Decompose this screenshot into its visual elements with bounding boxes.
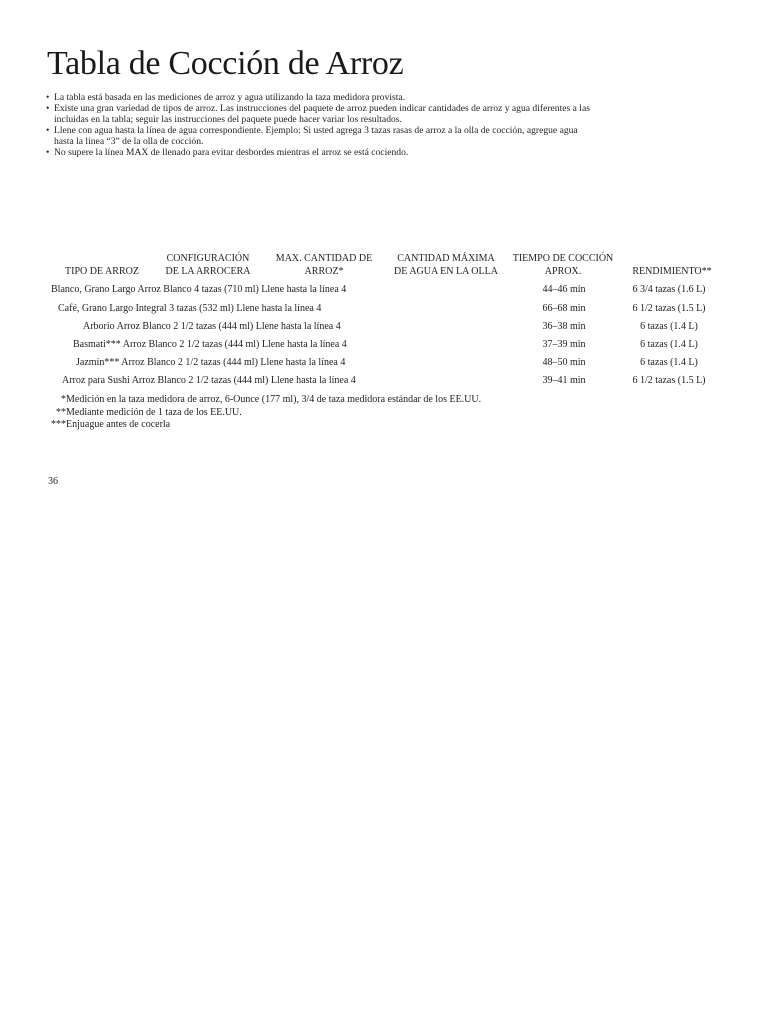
row-yield: 6 tazas (1.4 L) <box>640 339 698 350</box>
header-tipo-line2: TIPO DE ARROZ <box>65 265 139 277</box>
row-description: Jazmín*** Arroz Blanco 2 1/2 tazas (444 ml) Llene hasta la línea 4 <box>76 357 346 368</box>
header-tiempo-line2: APROX. <box>544 265 582 277</box>
header-max-arroz-line2: ARROZ* <box>304 265 344 277</box>
table-row <box>0 303 768 321</box>
header-max-agua <box>384 253 508 278</box>
row-yield: 6 3/4 tazas (1.6 L) <box>632 284 706 295</box>
table-row <box>0 321 768 339</box>
header-rendimiento-line1 <box>612 253 732 266</box>
row-yield: 6 tazas (1.4 L) <box>640 321 698 332</box>
footnotes <box>48 394 481 432</box>
row-time: 36–38 min <box>542 321 586 332</box>
bullet-item <box>46 103 646 125</box>
page-number: 36 <box>48 476 58 487</box>
header-tipo <box>42 253 162 278</box>
row-time: 39–41 min <box>542 375 586 386</box>
bullet-item <box>46 125 646 147</box>
header-max-arroz-line1: MAX. CANTIDAD DE <box>275 253 373 264</box>
header-tiempo-line1: TIEMPO DE COCCIÓN <box>512 253 614 264</box>
row-description: Café, Grano Largo Integral 3 tazas (532 ml) Llene hasta la línea 4 <box>58 303 322 314</box>
header-max-agua-line2: DE AGUA EN LA OLLA <box>394 265 498 277</box>
bullet-list <box>46 92 646 158</box>
header-rendimiento-line2: RENDIMIENTO** <box>632 265 712 277</box>
row-time: 66–68 min <box>542 303 586 314</box>
footnote: *Medición en la taza medidora de arroz, 6-Ounce (177 ml), 3/4 de taza medidora estándar de los EE.UU. <box>61 394 482 405</box>
page-title: Tabla de Cocción de Arroz <box>47 45 404 82</box>
bullet-item <box>46 147 646 158</box>
header-max-arroz <box>266 253 382 278</box>
header-config-line1: CONFIGURACIÓN <box>166 253 250 264</box>
row-description: Arborio Arroz Blanco 2 1/2 tazas (444 ml) Llene hasta la línea 4 <box>83 321 341 332</box>
bullet-text: • No supere la línea MAX de llenado para evitar desbordes mientras el arroz se está cociendo. <box>54 147 409 158</box>
table-row <box>0 284 768 302</box>
footnote: **Mediante medición de 1 taza de los EE.UU. <box>56 406 242 418</box>
header-rendimiento <box>612 253 732 278</box>
table-row <box>0 357 768 375</box>
bullet-text: • Existe una gran variedad de tipos de arroz. Las instrucciones del paquete de arroz pueden indicar cantidades de arroz y agua diferentes a las <box>54 103 590 114</box>
table-row <box>0 375 768 393</box>
footnote: ***Enjuague antes de cocerla <box>51 419 171 430</box>
header-tipo-line1 <box>42 253 162 266</box>
bullet-text: • La tabla está basada en las mediciones de arroz y agua utilizando la taza medidora provista. <box>54 92 406 103</box>
header-config <box>150 253 266 278</box>
header-config-line2: DE LA ARROCERA <box>165 265 251 277</box>
row-description: Blanco, Grano Largo Arroz Blanco 4 tazas (710 ml) Llene hasta la línea 4 <box>51 284 347 295</box>
bullet-text-continued: hasta la línea “3” de la olla de cocción. <box>54 136 204 147</box>
bullet-text-continued: incluidas en la tabla; seguir las instrucciones del paquete puede hacer variar los resultados. <box>54 114 402 125</box>
row-yield: 6 tazas (1.4 L) <box>640 357 698 368</box>
header-tiempo <box>505 253 621 278</box>
row-time: 48–50 min <box>542 357 586 368</box>
bullet-text: • Llene con agua hasta la línea de agua correspondiente. Ejemplo: Si usted agrega 3 tazas rasas de arroz a la olla de cocción, agregue agua <box>54 125 578 136</box>
row-description: Arroz para Sushi Arroz Blanco 2 1/2 tazas (444 ml) Llene hasta la línea 4 <box>62 375 356 386</box>
row-yield: 6 1/2 tazas (1.5 L) <box>632 303 706 314</box>
table-row <box>0 339 768 357</box>
row-time: 44–46 min <box>542 284 586 295</box>
bullet-item <box>46 92 646 103</box>
row-yield: 6 1/2 tazas (1.5 L) <box>632 375 706 386</box>
header-max-agua-line1: CANTIDAD MÁXIMA <box>397 253 495 264</box>
row-description: Basmati*** Arroz Blanco 2 1/2 tazas (444 ml) Llene hasta la línea 4 <box>73 339 347 350</box>
row-time: 37–39 min <box>542 339 586 350</box>
